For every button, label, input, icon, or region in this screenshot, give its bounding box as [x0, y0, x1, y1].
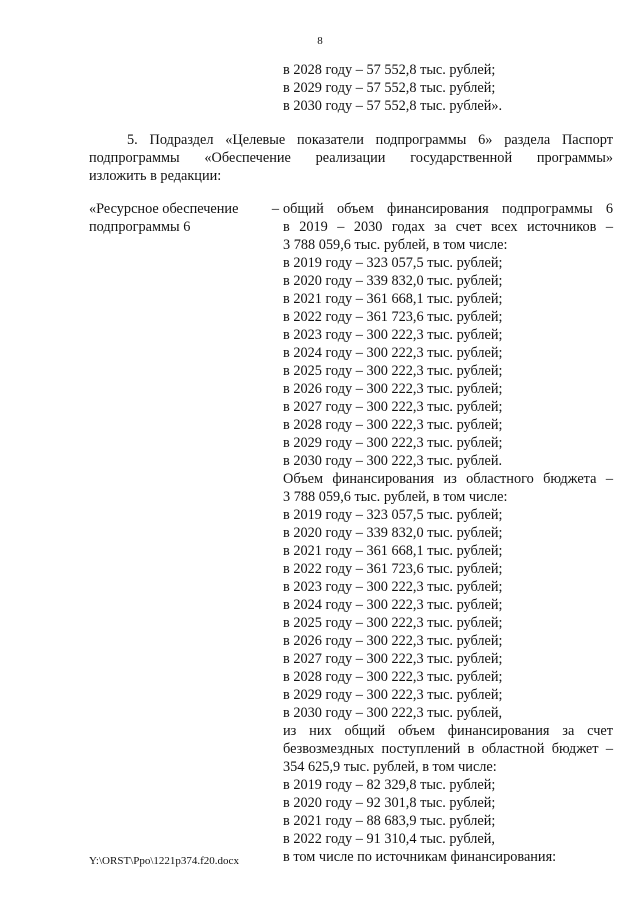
paragraph-line: подпрограммы «Обеспечение реализации государственной программы»	[89, 150, 613, 166]
paragraph-line: изложить в редакции:	[89, 168, 222, 184]
amendment-paragraph	[89, 131, 613, 185]
total-year-line: в 2019 году – 323 057,5 тыс. рублей;	[283, 255, 503, 271]
total-year-line: в 2025 году – 300 222,3 тыс. рублей;	[283, 363, 503, 379]
regional-year-line: в 2026 году – 300 222,3 тыс. рублей;	[283, 633, 503, 649]
regional-year-line: в 2021 году – 361 668,1 тыс. рублей;	[283, 543, 503, 559]
text-line: в 2030 году – 57 552,8 тыс. рублей».	[283, 98, 503, 114]
previous-section-tail	[283, 61, 613, 115]
total-year-line: в 2029 году – 300 222,3 тыс. рублей;	[283, 435, 503, 451]
passport-label-continued: подпрограммы 6	[89, 219, 191, 235]
passport-label: «Ресурсное обеспечение	[89, 201, 239, 217]
text-line: в 2028 году – 57 552,8 тыс. рублей;	[283, 62, 496, 78]
passport-label-cell	[89, 200, 279, 236]
regional-year-line: в 2022 году – 361 723,6 тыс. рублей;	[283, 561, 503, 577]
gratuitous-year-line: в 2021 году – 88 683,9 тыс. рублей;	[283, 813, 496, 829]
total-year-line: в 2024 году – 300 222,3 тыс. рублей;	[283, 345, 503, 361]
gratuitous-year-line: в 2020 году – 92 301,8 тыс. рублей;	[283, 795, 496, 811]
regional-year-line: в 2025 году – 300 222,3 тыс. рублей;	[283, 615, 503, 631]
file-path-footer: Y:\ORST\Ppo\1221p374.f20.docx	[89, 855, 239, 867]
total-intro: общий объем финансирования подпрограммы 6	[283, 201, 613, 217]
total-year-line: в 2022 году – 361 723,6 тыс. рублей;	[283, 309, 503, 325]
regional-intro: Объем финансирования из областного бюджета –	[283, 471, 613, 487]
regional-year-line: в 2030 году – 300 222,3 тыс. рублей,	[283, 705, 503, 721]
total-year-line: в 2027 году – 300 222,3 тыс. рублей;	[283, 399, 503, 415]
gratuitous-year-line: в 2022 году – 91 310,4 тыс. рублей,	[283, 831, 495, 847]
total-year-line: в 2023 году – 300 222,3 тыс. рублей;	[283, 327, 503, 343]
gratuitous-intro: 354 625,9 тыс. рублей, в том числе:	[283, 759, 497, 775]
total-year-line: в 2021 году – 361 668,1 тыс. рублей;	[283, 291, 503, 307]
regional-year-line: в 2019 году – 323 057,5 тыс. рублей;	[283, 507, 503, 523]
label-dash: –	[271, 201, 279, 217]
regional-year-line: в 2027 году – 300 222,3 тыс. рублей;	[283, 651, 503, 667]
page-number: 8	[317, 35, 323, 47]
regional-year-line: в 2024 году – 300 222,3 тыс. рублей;	[283, 597, 503, 613]
gratuitous-intro: из них общий объем финансирования за счет	[283, 723, 613, 739]
paragraph-line: 5. Подраздел «Целевые показатели подпрограммы 6» раздела Паспорт	[127, 132, 613, 148]
regional-year-line: в 2029 году – 300 222,3 тыс. рублей;	[283, 687, 503, 703]
closing-line: в том числе по источникам финансирования:	[283, 849, 557, 865]
total-year-line: в 2026 году – 300 222,3 тыс. рублей;	[283, 381, 503, 397]
total-year-line: в 2030 году – 300 222,3 тыс. рублей.	[283, 453, 503, 469]
total-intro: 3 788 059,6 тыс. рублей, в том числе:	[283, 237, 508, 253]
passport-value-cell	[283, 200, 613, 866]
regional-year-line: в 2023 году – 300 222,3 тыс. рублей;	[283, 579, 503, 595]
gratuitous-intro: безвозмездных поступлений в областной бюджет –	[283, 741, 613, 757]
total-year-line: в 2028 году – 300 222,3 тыс. рублей;	[283, 417, 503, 433]
regional-year-line: в 2020 году – 339 832,0 тыс. рублей;	[283, 525, 503, 541]
gratuitous-year-line: в 2019 году – 82 329,8 тыс. рублей;	[283, 777, 496, 793]
regional-year-line: в 2028 году – 300 222,3 тыс. рублей;	[283, 669, 503, 685]
text-line: в 2029 году – 57 552,8 тыс. рублей;	[283, 80, 496, 96]
regional-intro: 3 788 059,6 тыс. рублей, в том числе:	[283, 489, 508, 505]
total-year-line: в 2020 году – 339 832,0 тыс. рублей;	[283, 273, 503, 289]
total-intro: в 2019 – 2030 годах за счет всех источников –	[283, 219, 613, 235]
